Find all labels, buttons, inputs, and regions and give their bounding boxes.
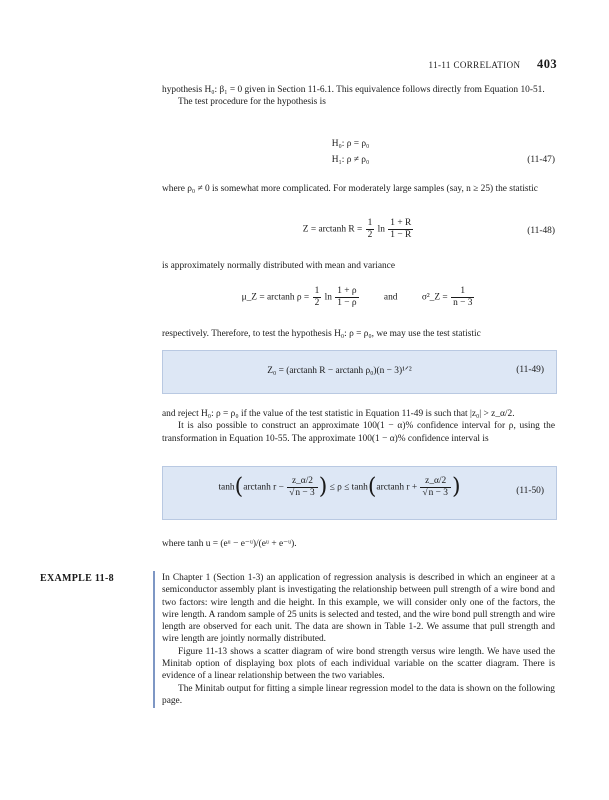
running-head: [429, 57, 558, 72]
paragraph-text: and reject H₀: ρ = ρ₀ if the value of the test statistic in Equation 11-49 is such that |z₀| > z_α/2.: [162, 409, 515, 419]
equation-body: Z = arctanh R = $\frac{1}{2}$ ln $\frac{1 + R}{1 - R}$: [302, 218, 412, 240]
equation-mean-variance: [162, 286, 555, 314]
page-number: 403: [537, 57, 557, 71]
z0-statistic: Z₀ = (arctanh R − arctanh ρ₀)(n − 3)¹ᐟ²: [267, 366, 412, 376]
equation-11-49-box: [162, 350, 557, 394]
example-rule: [153, 571, 155, 708]
confidence-interval: tanh(arctanh r − $\frac{z\_\alpha/2}{√n - 3}$ ) ≤ ρ ≤ tanh(arctanh r + $\frac{z\_\alpha/2}{√n - 3}$ ): [218, 474, 461, 500]
paragraph-text: It is also possible to construct an approximate 100(1 − α)% confidence interval for ρ, using the transformation in Equation 10-55. The approximate 100(1 − α)% confidence interval is: [162, 421, 555, 444]
paragraph-tanh-definition: [162, 538, 555, 550]
example-paragraph: The Minitab output for fitting a simple linear regression model to the data is shown on the following page.: [162, 683, 555, 706]
example-body: [162, 572, 555, 707]
equation-number: (11-47): [527, 155, 555, 165]
paragraph-statistic: [162, 183, 555, 195]
paragraph-rejection: [162, 408, 555, 445]
equation-number: (11-49): [516, 365, 544, 375]
paragraph-equivalence: [162, 84, 555, 109]
equation-number: (11-48): [527, 226, 555, 236]
example-paragraph: In Chapter 1 (Section 1-3) an application of regression analysis is described in which an engineer at a semiconductor assembly plant is investigating the relationship between pull strength of a wire bond and two factors: wire length and die height. In this example, we will consider only one of the factors, the wire length. A random sample of 25 units is selected and tested, and the wire bond pull strength and wire length are observed for each unit. The data are shown in Table 1-2. We assume that pull strength and wire length are jointly normally distributed.: [162, 573, 555, 645]
null-hypothesis: H₀: ρ = ρ₀: [331, 139, 370, 149]
paragraph-text: where tanh u = (eᵘ − e⁻ᵘ)/(eᵘ + e⁻ᵘ).: [162, 539, 297, 549]
paragraph-text: The test procedure for the hypothesis is: [178, 97, 326, 108]
alternative-hypothesis: H₁: ρ ≠ ρ₀: [331, 155, 370, 165]
equation-11-47: [162, 139, 555, 169]
running-title: 11-11 CORRELATION: [428, 60, 521, 70]
example-label: EXAMPLE 11-8: [40, 573, 114, 584]
paragraph-text: where ρ₀ ≠ 0 is somewhat more complicated. For moderately large samples (say, n ≥ 25) the statistic: [162, 184, 538, 194]
equation-body: μ_Z = arctanh ρ = $\frac{1}{2}$ ln $\frac{1 + \rho}{1 - \rho}$ and σ²_Z = $\frac{1}{n - 3}$: [241, 286, 473, 308]
example-paragraph: Figure 11-13 shows a scatter diagram of wire bond strength versus wire length. We have used the Minitab option of displaying box plots of each individual variable on the scatter diagram. There is evidence of a linear relationship between the two variables.: [162, 646, 555, 682]
paragraph-text: hypothesis H₀: β₁ = 0 given in Section 11-6.1. This equivalence follows directly from Equation 10-51.: [162, 85, 545, 95]
paragraph-text: is approximately normally distributed with mean and variance: [162, 261, 396, 271]
equation-11-48: [162, 218, 555, 246]
equation-11-50-box: [162, 466, 557, 520]
equation-number: (11-50): [516, 486, 544, 496]
paragraph-mean-variance: [162, 260, 555, 272]
paragraph-text: respectively. Therefore, to test the hypothesis H₀: ρ = ρ₀, we may use the test statistic: [162, 329, 481, 339]
paragraph-test-statistic: [162, 328, 555, 340]
